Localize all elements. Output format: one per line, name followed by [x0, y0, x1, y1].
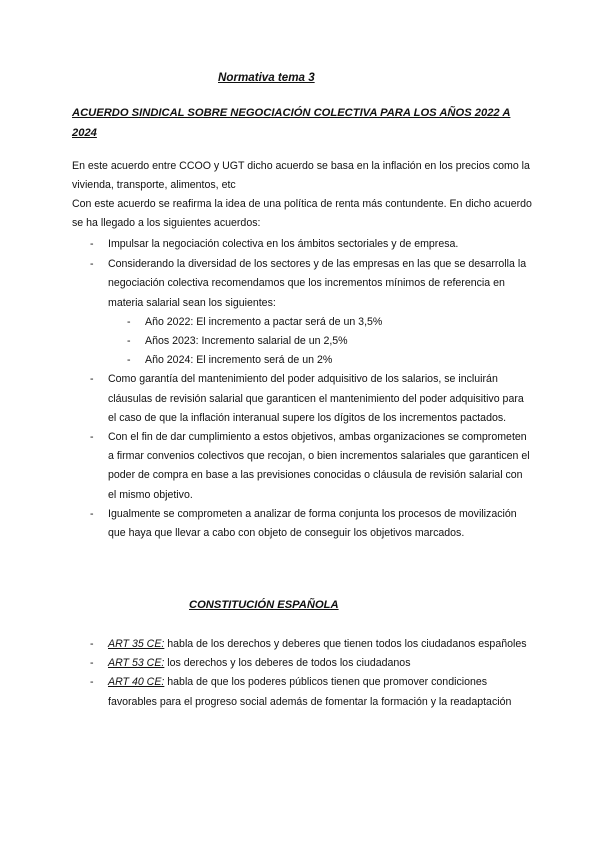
document-title: Normativa tema 3 — [218, 71, 315, 84]
article-text: habla de los derechos y deberes que tienen todos los ciudadanos españoles — [164, 638, 527, 650]
bullet-dash: - — [90, 258, 94, 271]
list-item-text: Con el fin de dar cumplimiento a estos objetivos, ambas organizaciones se comprometen a firmar convenios colectivos que recojan, o bien incrementos salariales que garanticen el poder de compra en base a las previsiones conocidas o cláusula de revisión salarial con el mismo objetivo. — [108, 431, 530, 501]
articles-list — [0, 635, 600, 712]
list-item-sub — [0, 313, 525, 332]
list-item — [0, 673, 533, 711]
list-item — [0, 370, 533, 428]
list-item — [0, 505, 533, 543]
article-ref: ART 53 CE: — [108, 657, 165, 670]
article-ref: ART 40 CE: — [108, 676, 165, 689]
constitution-heading: CONSTITUCIÓN ESPAÑOLA — [189, 599, 339, 611]
article-text: habla de que los poderes públicos tienen que promover condiciones favorables para el progreso social además de fomentar la formación y la readaptación — [108, 676, 512, 708]
bullet-dash: - — [90, 507, 94, 520]
bullet-dash: - — [90, 431, 94, 444]
bullet-dash: - — [127, 335, 131, 348]
intro-paragraph-2: Con este acuerdo se reafirma la idea de una política de renta más contundente. En dicho acuerdo se ha llegado a los siguientes acuerdos: — [72, 198, 532, 229]
list-item — [0, 635, 533, 654]
list-item-text: Año 2022: El incremento a pactar será de un 3,5% — [145, 315, 383, 328]
article-ref: ART 35 CE: — [108, 638, 165, 650]
list-item-sub — [0, 332, 525, 351]
agreement-heading: ACUERDO SINDICAL SOBRE NEGOCIACIÓN COLECTIVA PARA LOS AÑOS 2022 A 2024 — [72, 107, 511, 139]
bullet-dash: - — [90, 238, 94, 250]
intro-paragraph-1: En este acuerdo entre CCOO y UGT dicho acuerdo se basa en la inflación en los precios como la vivienda, transporte, alimentos, etc — [72, 160, 530, 191]
article-text: los derechos y los deberes de todos los ciudadanos — [164, 657, 411, 670]
list-item-text: Igualmente se comprometen a analizar de forma conjunta los procesos de movilización que haya que llevar a cabo con objeto de conseguir los objetivos marcados. — [108, 507, 517, 540]
agreements-list — [0, 235, 600, 543]
bullet-dash: - — [90, 373, 94, 386]
list-item-text: Considerando la diversidad de los sectores y de las empresas en las que se desarrolla la negociación colectiva recomendamos que los incrementos mínimos de referencia en materia salarial sean los siguientes: — [108, 258, 527, 309]
bullet-dash: - — [127, 354, 131, 367]
list-item-text: Año 2024: El incremento será de un 2% — [145, 354, 333, 367]
list-item-sub — [0, 351, 525, 370]
list-item — [0, 428, 533, 505]
bullet-dash: - — [127, 315, 131, 328]
list-item — [0, 235, 533, 254]
bullet-dash: - — [90, 638, 94, 650]
list-item — [0, 654, 533, 673]
list-item — [0, 255, 533, 313]
list-item-text: Años 2023: Incremento salarial de un 2,5% — [145, 335, 348, 348]
list-item-text: Como garantía del mantenimiento del poder adquisitivo de los salarios, se incluirán cláusulas de revisión salarial que garanticen el mantenimiento del poder adquisitivo para el caso de que la inflación interanual supere los dígitos de los incrementos pactados. — [108, 373, 524, 424]
bullet-dash: - — [90, 676, 94, 689]
bullet-dash: - — [90, 657, 94, 670]
list-item-text: Impulsar la negociación colectiva en los ámbitos sectoriales y de empresa. — [108, 238, 459, 250]
